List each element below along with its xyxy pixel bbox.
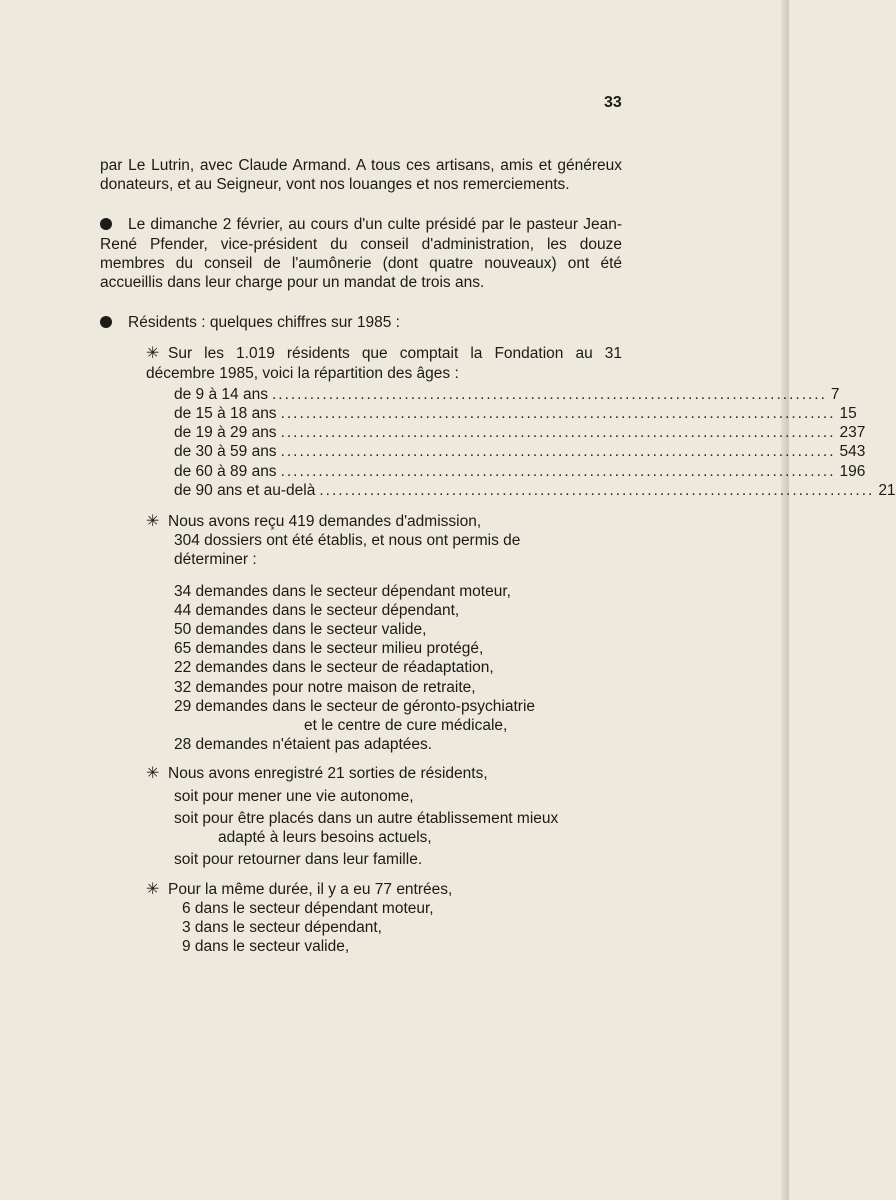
asterisk-icon: ✳ <box>146 880 160 898</box>
demande-item: 22 demandes dans le secteur de réadaptation, <box>174 659 494 677</box>
residents-heading <box>100 313 622 332</box>
sortie-item: soit pour retourner dans leur famille. <box>174 851 423 869</box>
entrees-block <box>146 880 622 957</box>
paragraph-culte-text: Le dimanche 2 février, au cours d'un culte présidé par le pasteur Jean-René Pfender, vice-président du conseil d'administration, les douze membres du conseil de l'aumônerie (dont quatre nouveaux) ont été accueillis dans leur charge pour un mandat de trois ans. <box>100 216 622 292</box>
asterisk-icon: ✳ <box>146 765 160 783</box>
page-edge <box>781 0 789 1200</box>
bullet-icon <box>100 218 112 230</box>
age-row: de 90 ans et au-delà ........................................................................................ 21 <box>174 481 896 499</box>
ages-table <box>146 385 896 500</box>
age-row: de 15 à 18 ans ........................................................................................ 15 <box>174 405 857 423</box>
ages-intro-text: Sur les 1.019 résidents que comptait la Fondation au 31 décembre 1985, voici la répartition des âges : <box>146 345 622 382</box>
admissions-line: déterminer : <box>174 551 257 569</box>
ages-intro <box>146 344 622 382</box>
sortie-item: soit pour être placés dans un autre établissement mieux <box>174 809 559 827</box>
demande-item: 28 demandes n'étaient pas adaptées. <box>174 736 433 754</box>
entrees-intro: ✳ Pour la même durée, il y a eu 77 entrées, <box>146 880 453 898</box>
admissions-line: 304 dossiers ont été établis, et nous ont permis de <box>174 532 521 550</box>
entree-item: 6 dans le secteur dépendant moteur, <box>182 899 434 917</box>
sortie-item: soit pour mener une vie autonome, <box>174 787 414 805</box>
residents-heading-text: Résidents : quelques chiffres sur 1985 : <box>128 314 400 332</box>
asterisk-icon: ✳ <box>146 345 160 363</box>
demande-item: 44 demandes dans le secteur dépendant, <box>174 601 460 619</box>
sorties-intro: ✳ Nous avons enregistré 21 sorties de résidents, <box>146 765 488 783</box>
sortie-item-cont: adapté à leurs besoins actuels, <box>218 829 432 847</box>
entree-item: 9 dans le secteur valide, <box>182 938 350 956</box>
asterisk-icon: ✳ <box>146 513 160 531</box>
demande-item: 65 demandes dans le secteur milieu protégé, <box>174 640 484 658</box>
sorties-block <box>146 764 622 869</box>
entree-item: 3 dans le secteur dépendant, <box>182 918 382 936</box>
paragraph-thanks: par Le Lutrin, avec Claude Armand. A tous ces artisans, amis et généreux donateurs, et au Seigneur, vont nos louanges et nos remerciements. <box>100 157 622 194</box>
residents-section <box>100 313 896 956</box>
demande-item: 50 demandes dans le secteur valide, <box>174 621 427 639</box>
demande-item-cont: et le centre de cure médicale, <box>304 717 508 735</box>
page-content <box>100 156 896 956</box>
bullet-icon <box>100 316 112 328</box>
demande-item: 32 demandes pour notre maison de retraite, <box>174 678 476 696</box>
page-number: 33 <box>604 94 622 111</box>
age-row: de 60 à 89 ans ........................................................................................ 196 <box>174 462 866 480</box>
paragraph-culte <box>100 215 622 292</box>
admissions-block <box>146 512 622 754</box>
admissions-intro: ✳ Nous avons reçu 419 demandes d'admission, <box>146 513 482 531</box>
age-row: de 9 à 14 ans ........................................................................................ 7 <box>174 385 840 403</box>
age-row: de 19 à 29 ans ........................................................................................ 237 <box>174 424 866 442</box>
age-row: de 30 à 59 ans ........................................................................................ 543 <box>174 443 866 461</box>
ages-block <box>100 344 896 956</box>
demande-item: 29 demandes dans le secteur de géronto-psychiatrie <box>174 697 536 715</box>
demande-item: 34 demandes dans le secteur dépendant moteur, <box>174 582 511 600</box>
